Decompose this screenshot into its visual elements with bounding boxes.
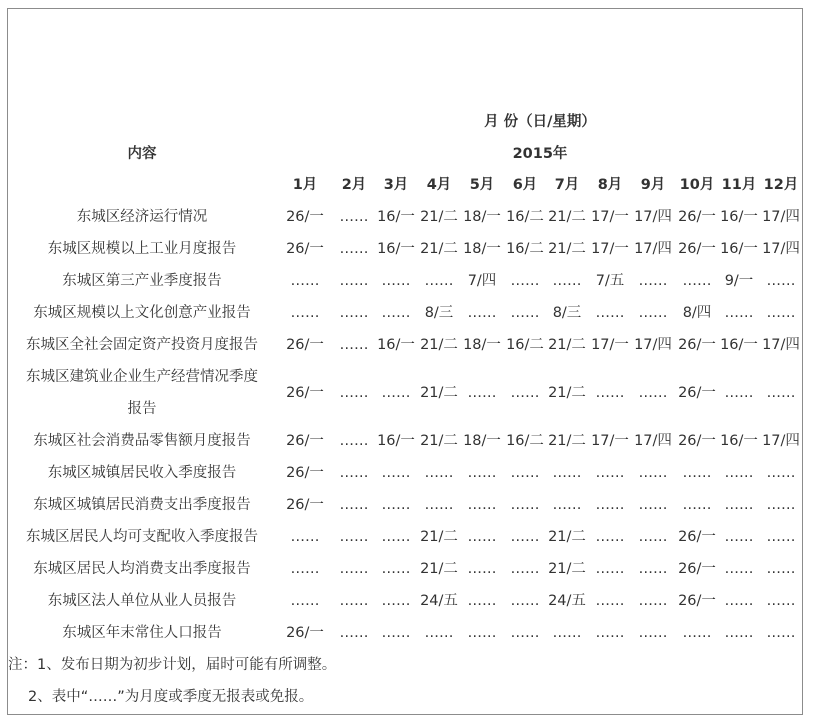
release-date-cell: …… — [510, 273, 540, 289]
month-header: 11月 — [721, 177, 757, 193]
release-date-cell: …… — [339, 241, 369, 257]
release-date-cell: …… — [595, 497, 625, 513]
release-date-cell: 16/一 — [377, 209, 415, 225]
note-2: 2、表中“……”为月度或季度无报表或免报。 — [28, 689, 314, 705]
row-label: 东城区规模以上文化创意产业报告 — [33, 305, 251, 321]
release-date-cell: 26/一 — [286, 337, 324, 353]
release-date-cell: 16/一 — [377, 337, 415, 353]
release-date-cell: …… — [510, 561, 540, 577]
release-date-cell: …… — [467, 497, 497, 513]
release-date-cell: 8/三 — [552, 305, 582, 321]
release-date-cell: …… — [766, 385, 796, 401]
release-date-cell: …… — [339, 465, 369, 481]
release-date-cell: …… — [339, 497, 369, 513]
release-date-cell: 17/四 — [634, 241, 672, 257]
release-date-cell: …… — [290, 305, 320, 321]
release-date-cell: …… — [381, 529, 411, 545]
row-label: 东城区全社会固定资产投资月度报告 — [26, 337, 258, 353]
release-date-cell: 17/四 — [634, 433, 672, 449]
row-label: 东城区城镇居民消费支出季度报告 — [33, 497, 251, 513]
release-date-cell: …… — [595, 593, 625, 609]
month-header: 1月 — [292, 177, 318, 193]
release-date-cell: …… — [339, 625, 369, 641]
row-label-line: 东城区建筑业企业生产经营情况季度 — [26, 369, 258, 385]
release-date-cell: …… — [290, 529, 320, 545]
month-header: 12月 — [763, 177, 799, 193]
release-date-cell: …… — [510, 465, 540, 481]
release-date-cell: …… — [381, 385, 411, 401]
release-date-cell: 16/一 — [720, 433, 758, 449]
release-date-cell: …… — [724, 593, 754, 609]
release-date-cell: 26/一 — [286, 209, 324, 225]
release-date-cell: …… — [381, 593, 411, 609]
row-label: 东城区城镇居民收入季度报告 — [47, 465, 237, 481]
release-date-cell: …… — [467, 593, 497, 609]
release-date-cell: 26/一 — [286, 497, 324, 513]
release-date-cell: …… — [638, 529, 668, 545]
release-date-cell: 17/四 — [634, 209, 672, 225]
release-date-cell: 21/二 — [420, 561, 458, 577]
content-column-header: 内容 — [127, 146, 157, 162]
release-date-cell: …… — [595, 625, 625, 641]
release-date-cell: 8/四 — [682, 305, 712, 321]
release-date-cell: …… — [467, 465, 497, 481]
release-date-cell: …… — [766, 593, 796, 609]
release-date-cell: 21/二 — [548, 529, 586, 545]
release-date-cell: …… — [724, 625, 754, 641]
release-date-cell: 16/一 — [377, 433, 415, 449]
release-date-cell: …… — [724, 561, 754, 577]
release-date-cell: …… — [290, 561, 320, 577]
release-date-cell: 18/一 — [463, 337, 501, 353]
release-date-cell: …… — [381, 561, 411, 577]
release-date-cell: 24/五 — [548, 593, 586, 609]
release-date-cell: …… — [766, 305, 796, 321]
release-date-cell: …… — [339, 337, 369, 353]
release-date-cell: …… — [552, 497, 582, 513]
release-date-cell: 24/五 — [420, 593, 458, 609]
release-date-cell: …… — [339, 209, 369, 225]
row-label-line: 报告 — [127, 401, 157, 417]
release-date-cell: …… — [638, 273, 668, 289]
release-date-cell: …… — [595, 385, 625, 401]
release-date-cell: 26/一 — [678, 561, 716, 577]
release-date-cell: 17/一 — [591, 337, 629, 353]
month-title: 月 份（日/星期） — [484, 114, 596, 130]
release-date-cell: 21/二 — [420, 337, 458, 353]
release-date-cell: …… — [638, 305, 668, 321]
release-date-cell: …… — [552, 465, 582, 481]
release-date-cell: 18/一 — [463, 209, 501, 225]
release-date-cell: …… — [424, 273, 454, 289]
release-date-cell: …… — [766, 497, 796, 513]
release-date-cell: 21/二 — [548, 385, 586, 401]
release-date-cell: 26/一 — [286, 241, 324, 257]
release-date-cell: …… — [682, 497, 712, 513]
release-date-cell: …… — [552, 625, 582, 641]
release-date-cell: 16/一 — [720, 209, 758, 225]
row-label: 东城区经济运行情况 — [76, 209, 208, 225]
release-date-cell: 26/一 — [678, 593, 716, 609]
release-date-cell: 16/一 — [720, 337, 758, 353]
release-date-cell: …… — [595, 529, 625, 545]
release-date-cell: …… — [467, 529, 497, 545]
release-date-cell: 17/一 — [591, 209, 629, 225]
release-date-cell: …… — [467, 561, 497, 577]
release-date-cell: …… — [339, 273, 369, 289]
release-date-cell: …… — [682, 625, 712, 641]
release-date-cell: …… — [724, 465, 754, 481]
row-label: 东城区规模以上工业月度报告 — [47, 241, 237, 257]
release-date-cell: 21/二 — [420, 385, 458, 401]
release-date-cell: …… — [682, 465, 712, 481]
release-date-cell: 16/二 — [506, 433, 544, 449]
release-date-cell: …… — [381, 497, 411, 513]
release-date-cell: …… — [467, 305, 497, 321]
release-date-cell: …… — [424, 465, 454, 481]
release-date-cell: …… — [766, 625, 796, 641]
release-date-cell: 26/一 — [678, 433, 716, 449]
release-date-cell: 18/一 — [463, 241, 501, 257]
release-date-cell: …… — [424, 497, 454, 513]
release-date-cell: 21/二 — [548, 209, 586, 225]
row-label: 东城区社会消费品零售额月度报告 — [33, 433, 251, 449]
release-date-cell: …… — [595, 561, 625, 577]
release-date-cell: …… — [724, 497, 754, 513]
release-date-cell: …… — [638, 593, 668, 609]
release-date-cell: …… — [510, 529, 540, 545]
release-date-cell: 21/二 — [420, 433, 458, 449]
release-date-cell: …… — [766, 273, 796, 289]
note-1: 注：1、发布日期为初步计划，届时可能有所调整。 — [8, 657, 337, 673]
release-date-cell: …… — [381, 465, 411, 481]
release-date-cell: …… — [724, 385, 754, 401]
release-date-cell: …… — [339, 385, 369, 401]
month-header: 6月 — [512, 177, 538, 193]
release-date-cell: 16/二 — [506, 209, 544, 225]
release-date-cell: …… — [339, 561, 369, 577]
release-date-cell: 26/一 — [286, 385, 324, 401]
release-date-cell: 17/四 — [634, 337, 672, 353]
month-header: 4月 — [426, 177, 452, 193]
release-date-cell: 8/三 — [424, 305, 454, 321]
release-date-cell: 18/一 — [463, 433, 501, 449]
release-date-cell: 26/一 — [678, 529, 716, 545]
release-date-cell: …… — [467, 625, 497, 641]
release-date-cell: …… — [290, 273, 320, 289]
release-date-cell: …… — [638, 497, 668, 513]
release-date-cell: 16/一 — [377, 241, 415, 257]
release-date-cell: …… — [595, 465, 625, 481]
month-header: 9月 — [640, 177, 666, 193]
release-date-cell: …… — [766, 561, 796, 577]
year-header: 2015年 — [512, 146, 568, 162]
release-date-cell: …… — [339, 433, 369, 449]
release-date-cell: …… — [339, 305, 369, 321]
release-date-cell: 26/一 — [678, 241, 716, 257]
release-date-cell: …… — [510, 593, 540, 609]
release-date-cell: 17/一 — [591, 241, 629, 257]
release-date-cell: 21/二 — [548, 241, 586, 257]
release-date-cell: 21/二 — [548, 337, 586, 353]
month-header: 8月 — [597, 177, 623, 193]
release-date-cell: 21/二 — [548, 433, 586, 449]
month-header: 3月 — [383, 177, 409, 193]
release-date-cell: 26/一 — [678, 337, 716, 353]
release-date-cell: …… — [595, 305, 625, 321]
release-date-cell: 26/一 — [286, 465, 324, 481]
release-date-cell: …… — [552, 273, 582, 289]
release-date-cell: …… — [766, 465, 796, 481]
release-date-cell: …… — [381, 273, 411, 289]
release-date-cell: 21/二 — [420, 241, 458, 257]
release-date-cell: …… — [467, 385, 497, 401]
release-date-cell: …… — [381, 625, 411, 641]
row-label: 东城区法人单位从业人员报告 — [47, 593, 237, 609]
release-date-cell: 17/四 — [762, 209, 800, 225]
release-date-cell: 7/四 — [467, 273, 497, 289]
row-label: 东城区第三产业季度报告 — [62, 273, 222, 289]
release-date-cell: 17/四 — [762, 337, 800, 353]
release-date-cell: 16/一 — [720, 241, 758, 257]
release-date-cell: 16/二 — [506, 241, 544, 257]
release-date-cell: 26/一 — [286, 625, 324, 641]
release-date-cell: 21/二 — [420, 209, 458, 225]
release-date-cell: …… — [724, 529, 754, 545]
release-date-cell: …… — [510, 305, 540, 321]
release-date-cell: …… — [724, 305, 754, 321]
release-date-cell: 21/二 — [420, 529, 458, 545]
release-date-cell: 16/二 — [506, 337, 544, 353]
release-date-cell: …… — [638, 465, 668, 481]
row-label: 东城区居民人均可支配收入季度报告 — [26, 529, 258, 545]
row-label — [8, 361, 276, 425]
month-header: 7月 — [554, 177, 580, 193]
month-header: 5月 — [469, 177, 495, 193]
release-date-cell: 26/一 — [678, 209, 716, 225]
release-date-cell: 26/一 — [286, 433, 324, 449]
release-date-cell: …… — [682, 273, 712, 289]
release-date-cell: 17/一 — [591, 433, 629, 449]
release-date-cell: …… — [638, 561, 668, 577]
month-header: 10月 — [679, 177, 715, 193]
release-date-cell: …… — [339, 529, 369, 545]
release-date-cell: …… — [638, 625, 668, 641]
release-date-cell: 26/一 — [678, 385, 716, 401]
row-label: 东城区居民人均消费支出季度报告 — [33, 561, 251, 577]
release-date-cell: …… — [424, 625, 454, 641]
release-date-cell: …… — [339, 593, 369, 609]
release-date-cell: …… — [510, 385, 540, 401]
release-date-cell: 17/四 — [762, 433, 800, 449]
release-date-cell: 9/一 — [724, 273, 754, 289]
release-date-cell: …… — [381, 305, 411, 321]
release-date-cell: 7/五 — [595, 273, 625, 289]
month-header: 2月 — [341, 177, 367, 193]
release-date-cell: 17/四 — [762, 241, 800, 257]
release-date-cell: …… — [766, 529, 796, 545]
release-date-cell: …… — [638, 385, 668, 401]
release-date-cell: …… — [510, 625, 540, 641]
release-date-cell: …… — [290, 593, 320, 609]
release-date-cell: …… — [510, 497, 540, 513]
release-date-cell: 21/二 — [548, 561, 586, 577]
row-label: 东城区年末常住人口报告 — [62, 625, 222, 641]
